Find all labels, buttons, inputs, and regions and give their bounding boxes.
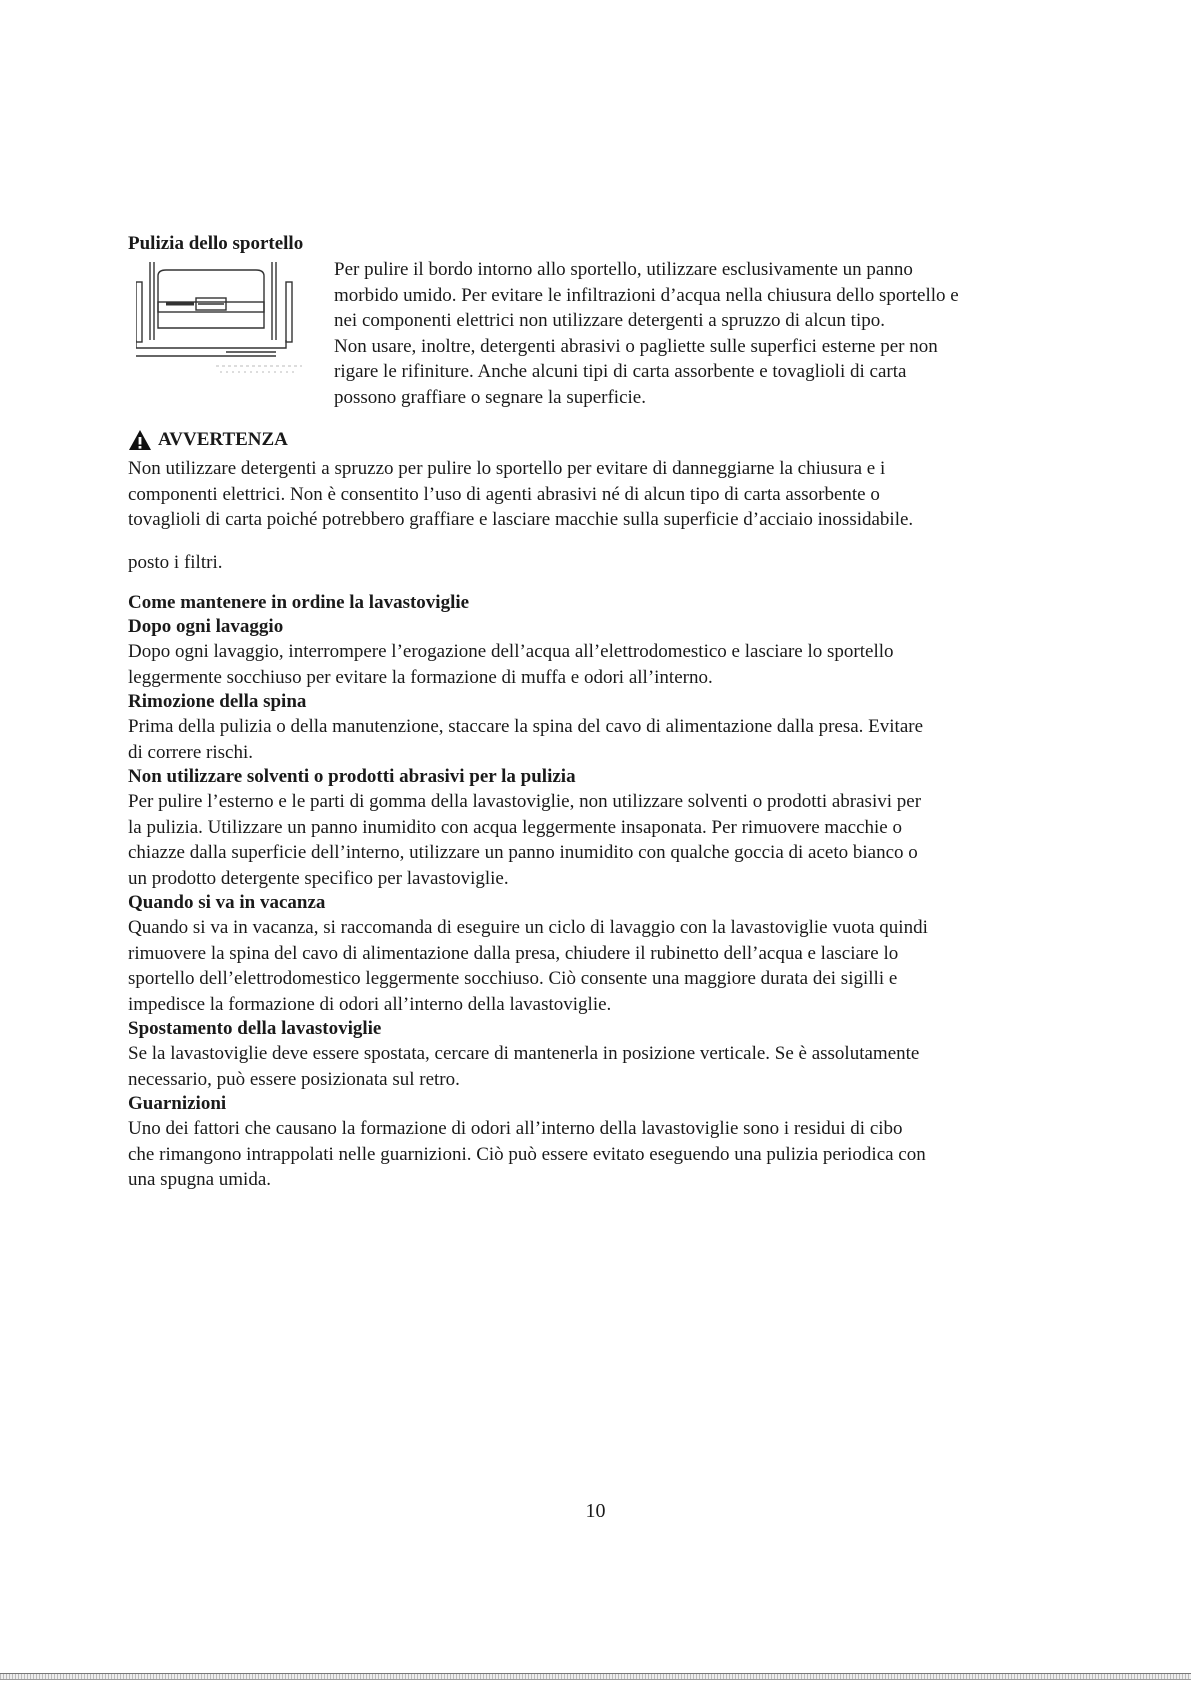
subheading-seals: Guarnizioni [128, 1093, 227, 1114]
text-line: morbido umido. Per evitare le infiltrazioni d’acqua nella chiusura dello sportello e [334, 284, 959, 306]
subheading-vacation: Quando si va in vacanza [128, 892, 326, 913]
text-line: possono graffiare o segnare la superficie. [334, 386, 646, 408]
text-line: componenti elettrici. Non è consentito l’uso di agenti abrasivi né di alcun tipo di carta assorbente o [128, 483, 880, 505]
bottom-border [0, 1673, 1191, 1680]
text-line: di correre rischi. [128, 741, 254, 763]
text-line: sportello dell’elettrodomestico leggermente socchiuso. Ciò consente una maggiore durata dei sigilli e [128, 968, 898, 989]
text-line: una spugna umida. [128, 1169, 272, 1190]
text-line: impedisce la formazione di odori all’interno della lavastoviglie. [128, 993, 612, 1015]
text-line: rigare le rifiniture. Anche alcuni tipi di carta assorbente e tovaglioli di carta [334, 361, 907, 382]
text-line: Per pulire il bordo intorno allo sportello, utilizzare esclusivamente un panno [334, 259, 913, 280]
section-heading-maintenance: Come mantenere in ordine la lavastoviglie [128, 592, 470, 613]
text-line: che rimangono intrappolati nelle guarnizioni. Ciò può essere evitato eseguendo una pulizia periodica con [128, 1143, 926, 1165]
text-line: la pulizia. Utilizzare un panno inumidito con acqua leggermente insaponata. Per rimuovere macchie o [128, 816, 902, 838]
subheading-after-wash: Dopo ogni lavaggio [128, 616, 284, 637]
dishwasher-door-icon [136, 262, 302, 380]
section-heading-door-cleaning: Pulizia dello sportello [128, 233, 304, 254]
text-line: Se la lavastoviglie deve essere spostata, cercare di mantenerla in posizione verticale. Se è assolutamente [128, 1043, 920, 1064]
text-line: tovaglioli di carta poiché potrebbero graffiare e lasciare macchie sulla superficie d’acciaio inossidabile. [128, 509, 914, 530]
page-number: 10 [585, 1500, 606, 1522]
text-line: chiazze dalla superficie dell’interno, utilizzare un panno inumidito con qualche goccia di aceto bianco o [128, 842, 918, 863]
text-line: Prima della pulizia o della manutenzione, staccare la spina del cavo di alimentazione dalla presa. Evitare [128, 716, 924, 737]
subheading-plug-removal: Rimozione della spina [128, 691, 307, 712]
text-line: Non usare, inoltre, detergenti abrasivi o pagliette sulle superfici esterne per non [334, 335, 938, 357]
maintenance-section [128, 591, 1073, 1193]
text-line: necessario, può essere posizionata sul retro. [128, 1068, 460, 1090]
text-line: Dopo ogni lavaggio, interrompere l’erogazione dell’acqua all’elettrodomestico e lasciare lo sportello [128, 641, 894, 662]
text-line: Non utilizzare detergenti a spruzzo per pulire lo sportello per evitare di danneggiarne la chiusura e i [128, 458, 886, 479]
subheading-no-solvents: Non utilizzare solventi o prodotti abrasivi per la pulizia [128, 766, 576, 787]
text-line: un prodotto detergente specifico per lavastoviglie. [128, 867, 509, 889]
leftover-text: posto i filtri. [128, 552, 223, 573]
door-cleaning-paragraph [334, 257, 1074, 410]
warning-heading [128, 428, 288, 452]
warning-paragraph [128, 456, 1068, 533]
warning-title: AVVERTENZA [158, 429, 288, 450]
text-line: Per pulire l’esterno e le parti di gomma della lavastoviglie, non utilizzare solventi o prodotti abrasivi per [128, 791, 922, 812]
subheading-moving: Spostamento della lavastoviglie [128, 1018, 382, 1039]
text-line: rimuovere la spina del cavo di alimentazione dalla presa, chiudere il rubinetto dell’acqua e lasciare lo [128, 942, 899, 964]
text-line: leggermente socchiuso per evitare la formazione di muffa e odori all’interno. [128, 666, 713, 688]
warning-triangle-icon [128, 428, 152, 452]
text-line: Quando si va in vacanza, si raccomanda di eseguire un ciclo di lavaggio con la lavastoviglie vuota quindi [128, 917, 928, 938]
text-line: Uno dei fattori che causano la formazione di odori all’interno della lavastoviglie sono i residui di cibo [128, 1118, 903, 1139]
text-line: nei componenti elettrici non utilizzare detergenti a spruzzo di alcun tipo. [334, 310, 885, 331]
